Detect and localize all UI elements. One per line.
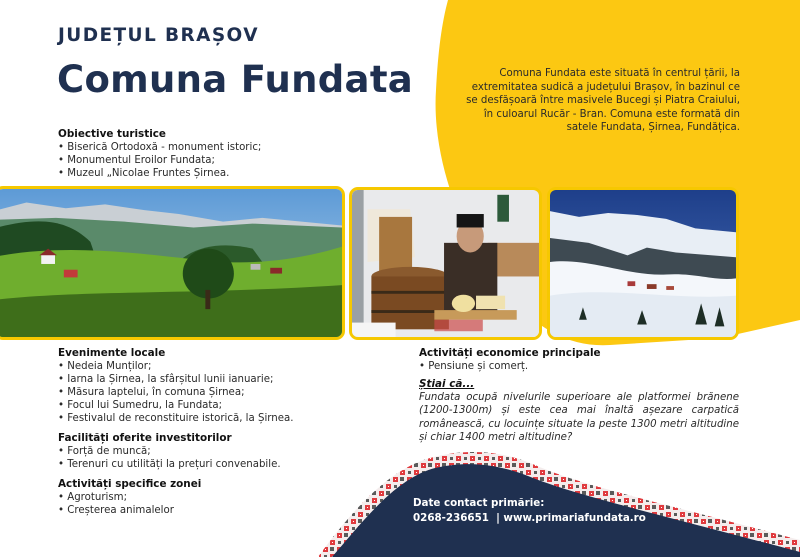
list-item: • Forță de muncă; [58,445,281,458]
list-item: • Terenuri cu utilități la prețuri convenabile. [58,458,281,471]
list-item: • Biserică Ortodoxă - monument istoric; [58,141,261,154]
contact-block [413,496,646,526]
investor-facilities-section [58,432,281,471]
economic-activities-section [419,347,601,373]
list-item: • Focul lui Sumedru, la Fundata; [58,399,294,412]
list-item: • Monumentul Eroilor Fundata; [58,154,261,167]
did-you-know-section [419,378,739,444]
economic-activities-heading: Activități economice principale [419,347,601,359]
traditional-cheese-maker-photo [349,187,542,340]
tourist-objectives-section [58,128,261,180]
zone-activities-section [58,478,201,517]
list-item: • Pensiune și comerț. [419,360,601,373]
local-events-section [58,347,294,425]
contact-line: 0268-236651 | www.primariafundata.ro [413,512,646,524]
list-item: • Nedeia Munților; [58,360,294,373]
county-heading: JUDEȚUL BRAȘOV [58,25,259,46]
investor-facilities-heading: Facilități oferite investitorilor [58,432,232,444]
did-you-know-heading: Știai că... [419,378,475,390]
list-item: • Iarna la Șirnea, la sfârșitul lunii ianuarie; [58,373,294,386]
summer-mountain-village-photo [0,186,345,340]
intro-paragraph: Comuna Fundata este situată în centrul țării, la extremitatea sudică a județului Brașov, în bazinul ce se desfășoară între masivele Bucegi și Piatra Craiului, în culoarul Rucăr - Bran. Comuna este formată din satele Fundata, Șirnea, Fundățica. [466,68,740,134]
did-you-know-text: Fundata ocupă nivelurile superioare ale platformei brănene (1200-1300m) și este cea mai înaltă așezare carpatică românească, cu locuințe situate la peste 1300 metri altitudine și chiar 1400 metri altitudine? [419,392,739,443]
list-item: • Festivalul de reconstituire istorică, la Șirnea. [58,412,294,425]
zone-activities-heading: Activități specifice zonei [58,478,202,490]
list-item: • Măsura laptelui, în comuna Șirnea; [58,386,294,399]
page-title: Comuna Fundata [57,58,414,101]
local-events-heading: Evenimente locale [58,347,166,359]
list-item: • Creșterea animalelor [58,504,201,517]
tourist-objectives-heading: Obiective turistice [58,128,166,140]
list-item: • Agroturism; [58,491,201,504]
list-item: • Muzeul „Nicolae Fruntes Șirnea. [58,167,261,180]
contact-label: Date contact primărie: [413,497,545,509]
winter-snowy-village-photo [547,187,739,340]
